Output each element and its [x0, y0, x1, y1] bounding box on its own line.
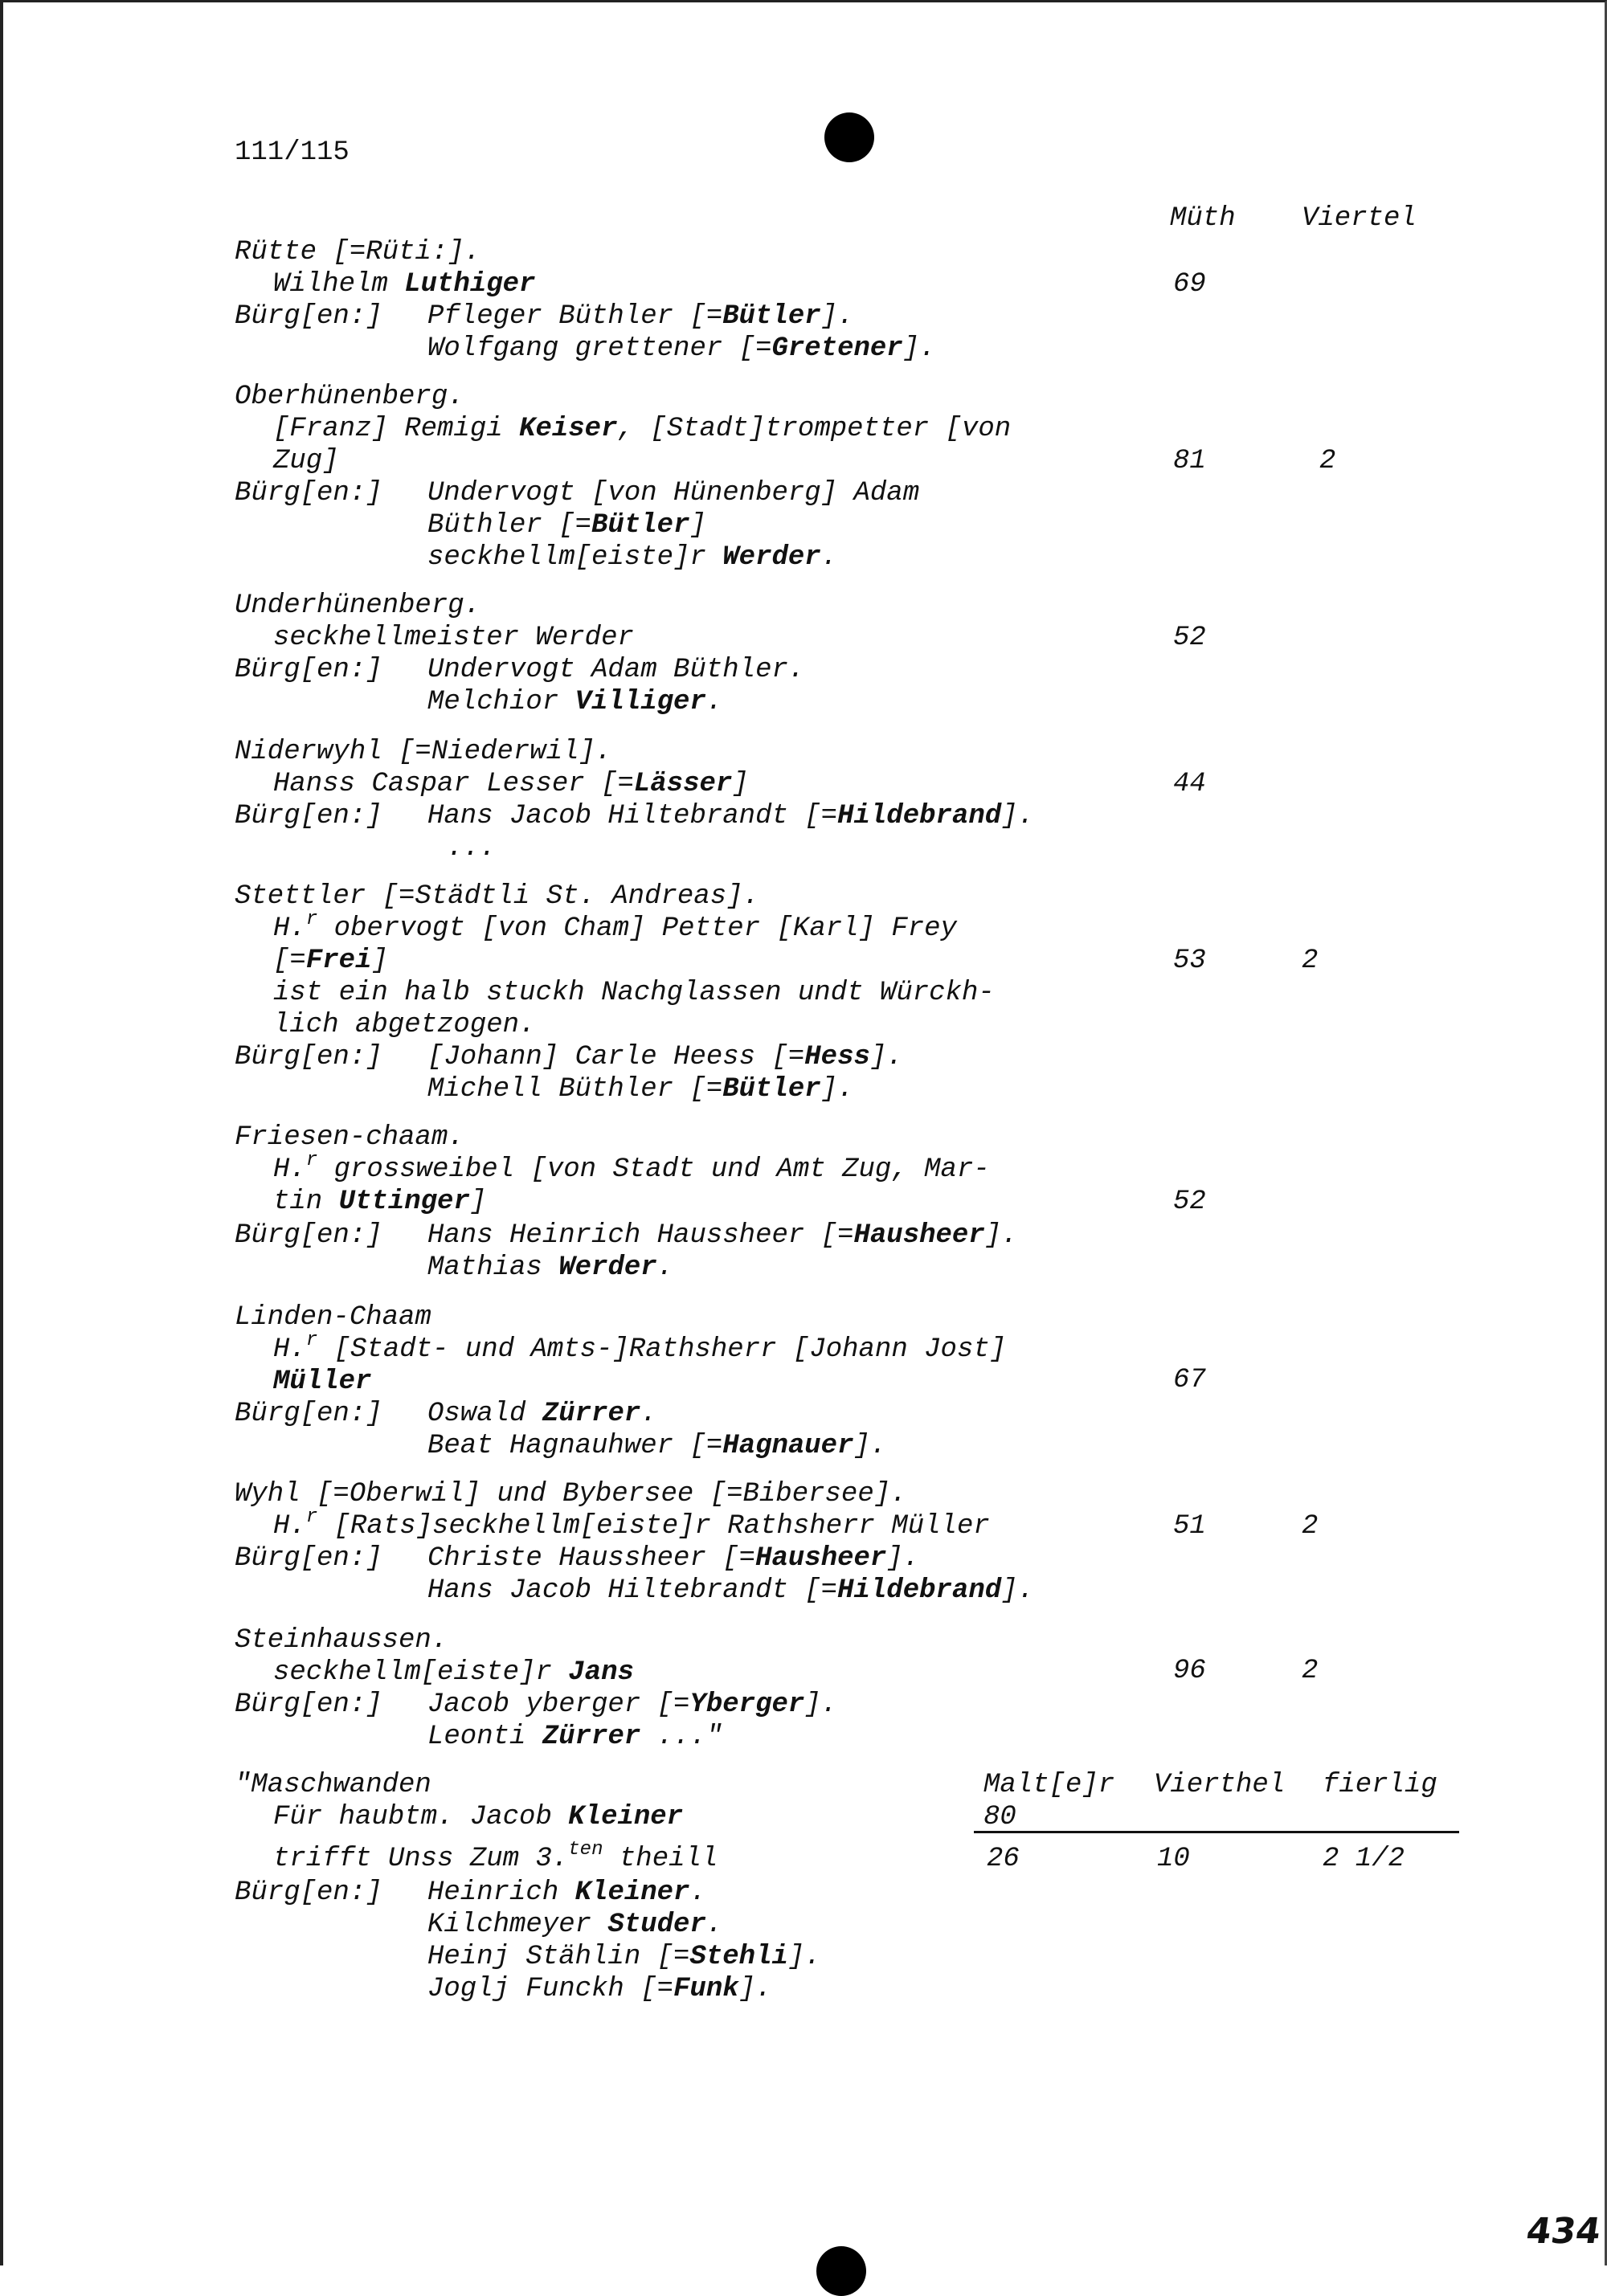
place-name: Niderwyhl [=Niederwil].: [235, 737, 612, 767]
person-line: tin Uttinger]: [273, 1187, 487, 1217]
person-line: H.$^r$ [Rats]seckhellm[eiste]r Rathsherr Müller: [273, 1506, 990, 1542]
muth-value: 52: [1173, 1187, 1206, 1217]
column-header-viertel: Viertel: [1302, 203, 1417, 234]
guarantor-line: Christe Haussheer [=Hausheer].: [427, 1543, 920, 1574]
guarantor-line: Joglj Funckh [=Funk].: [427, 1974, 772, 2004]
guarantor-line: Pfleger Büthler [=Bütler].: [427, 301, 854, 332]
guarantor-line: Michell Büthler [=Bütler].: [427, 1074, 854, 1105]
person-line: H.$^r$ grossweibel [von Stadt und Amt Zug, Mar-: [273, 1150, 990, 1185]
place-name: Friesen-chaam.: [235, 1122, 464, 1153]
muth-value: 67: [1173, 1365, 1206, 1395]
ellipsis: ...: [447, 833, 497, 864]
burgen-label: Bürg[en:]: [235, 1689, 382, 1720]
punch-hole-top: [824, 112, 874, 162]
person-line: seckhellm[eiste]r Jans: [273, 1657, 634, 1688]
column-header-vierthel: Vierthel: [1154, 1770, 1286, 1800]
guarantor-line: Hans Heinrich Haussheer [=Hausheer].: [427, 1220, 1018, 1251]
column-header-fierlig: fierlig: [1323, 1770, 1437, 1800]
burgen-label: Bürg[en:]: [235, 1399, 382, 1429]
viertel-value: 2: [1302, 1656, 1319, 1686]
column-header-muth: Müth: [1170, 203, 1236, 234]
burgen-label: Bürg[en:]: [235, 801, 382, 831]
viertel-value: 2: [1302, 946, 1319, 976]
muth-value: 69: [1173, 269, 1206, 300]
guarantor-line: Jacob yberger [=Yberger].: [427, 1689, 838, 1720]
guarantor-line: Beat Hagnauhwer [=Hagnauer].: [427, 1431, 887, 1461]
guarantor-line: Melchior Villiger.: [427, 687, 723, 717]
muth-value: 51: [1173, 1511, 1206, 1542]
muth-value: 81: [1173, 446, 1206, 476]
person-line: Hanss Caspar Lesser [=Lässer]: [273, 769, 749, 799]
place-name: Stettler [=Städtli St. Andreas].: [235, 881, 759, 912]
guarantor-line: Oswald Zürrer.: [427, 1399, 657, 1429]
place-name: Oberhünenberg.: [235, 382, 464, 412]
total-value: 80: [983, 1802, 1016, 1832]
muth-value: 53: [1173, 946, 1206, 976]
guarantor-line: Undervogt Adam Büthler.: [427, 655, 805, 685]
person-line: H.$^r$ [Stadt- und Amts-]Rathsherr [Johann Jost]: [273, 1330, 1007, 1365]
burgen-label: Bürg[en:]: [235, 1877, 382, 1908]
place-name: Steinhaussen.: [235, 1625, 448, 1656]
note-line: ist ein halb stuckh Nachglassen undt Würckh-: [273, 978, 995, 1008]
guarantor-line: Heinj Stählin [=Stehli].: [427, 1942, 821, 1972]
burgen-label: Bürg[en:]: [235, 1220, 382, 1251]
place-name: Rütte [=Rüti:].: [235, 237, 481, 268]
column-header-malter: Malt[e]r: [983, 1770, 1115, 1800]
place-name: Wyhl [=Oberwil] und Bybersee [=Bibersee].: [235, 1479, 907, 1510]
person-line: seckhellmeister Werder: [273, 623, 634, 653]
place-name: "Maschwanden: [235, 1770, 431, 1800]
guarantor-line: Kilchmeyer Studer.: [427, 1910, 723, 1940]
guarantor-line: Hans Jacob Hiltebrandt [=Hildebrand].: [427, 801, 1034, 831]
burgen-label: Bürg[en:]: [235, 1543, 382, 1574]
fierlig-value: 2 1/2: [1323, 1844, 1405, 1874]
person-line: H.$^r$ obervogt [von Cham] Petter [Karl] Frey: [273, 909, 957, 944]
person-line: Zug]: [273, 446, 339, 476]
page-reference: 111/115: [235, 137, 350, 168]
muth-value: 52: [1173, 623, 1206, 653]
guarantor-line: Heinrich Kleiner.: [427, 1877, 706, 1908]
page-number: 434: [1523, 2211, 1604, 2252]
muth-value: 44: [1173, 769, 1206, 799]
place-name: Underhünenberg.: [235, 590, 481, 621]
muth-value: 96: [1173, 1656, 1206, 1686]
sum-rule: [974, 1831, 1459, 1833]
place-name: Linden-Chaam: [235, 1302, 431, 1333]
person-line: Müller: [273, 1367, 372, 1397]
burgen-label: Bürg[en:]: [235, 478, 382, 509]
guarantor-line: Leonti Zürrer ...": [427, 1722, 723, 1752]
burgen-label: Bürg[en:]: [235, 1042, 382, 1072]
viertel-value: 2: [1319, 446, 1336, 476]
burgen-label: Bürg[en:]: [235, 301, 382, 332]
guarantor-line: Büthler [=Bütler]: [427, 510, 706, 541]
person-line: [=Frei]: [273, 946, 388, 976]
guarantor-line: [Johann] Carle Heess [=Hess].: [427, 1042, 903, 1072]
malter-value: 26: [987, 1844, 1020, 1874]
guarantor-line: Undervogt [von Hünenberg] Adam: [427, 478, 920, 509]
person-line: [Franz] Remigi Keiser, [Stadt]trompetter [von: [273, 414, 1012, 444]
guarantor-line: seckhellm[eiste]r Werder.: [427, 542, 838, 573]
person-line: Wilhelm Luthiger: [273, 269, 536, 300]
share-line: trifft Unss Zum 3.$^{ten}$ theill: [273, 1839, 718, 1874]
viertel-value: 2: [1302, 1511, 1319, 1542]
note-line: lich abgetzogen.: [273, 1010, 536, 1040]
burgen-label: Bürg[en:]: [235, 655, 382, 685]
guarantor-line: Mathias Werder.: [427, 1252, 674, 1283]
person-line: Für haubtm. Jacob Kleiner: [273, 1802, 684, 1832]
guarantor-line: Hans Jacob Hiltebrandt [=Hildebrand].: [427, 1575, 1034, 1606]
punch-hole-bottom: [816, 2246, 866, 2296]
guarantor-line: Wolfgang grettener [=Gretener].: [427, 333, 936, 364]
vierthel-value: 10: [1157, 1844, 1190, 1874]
